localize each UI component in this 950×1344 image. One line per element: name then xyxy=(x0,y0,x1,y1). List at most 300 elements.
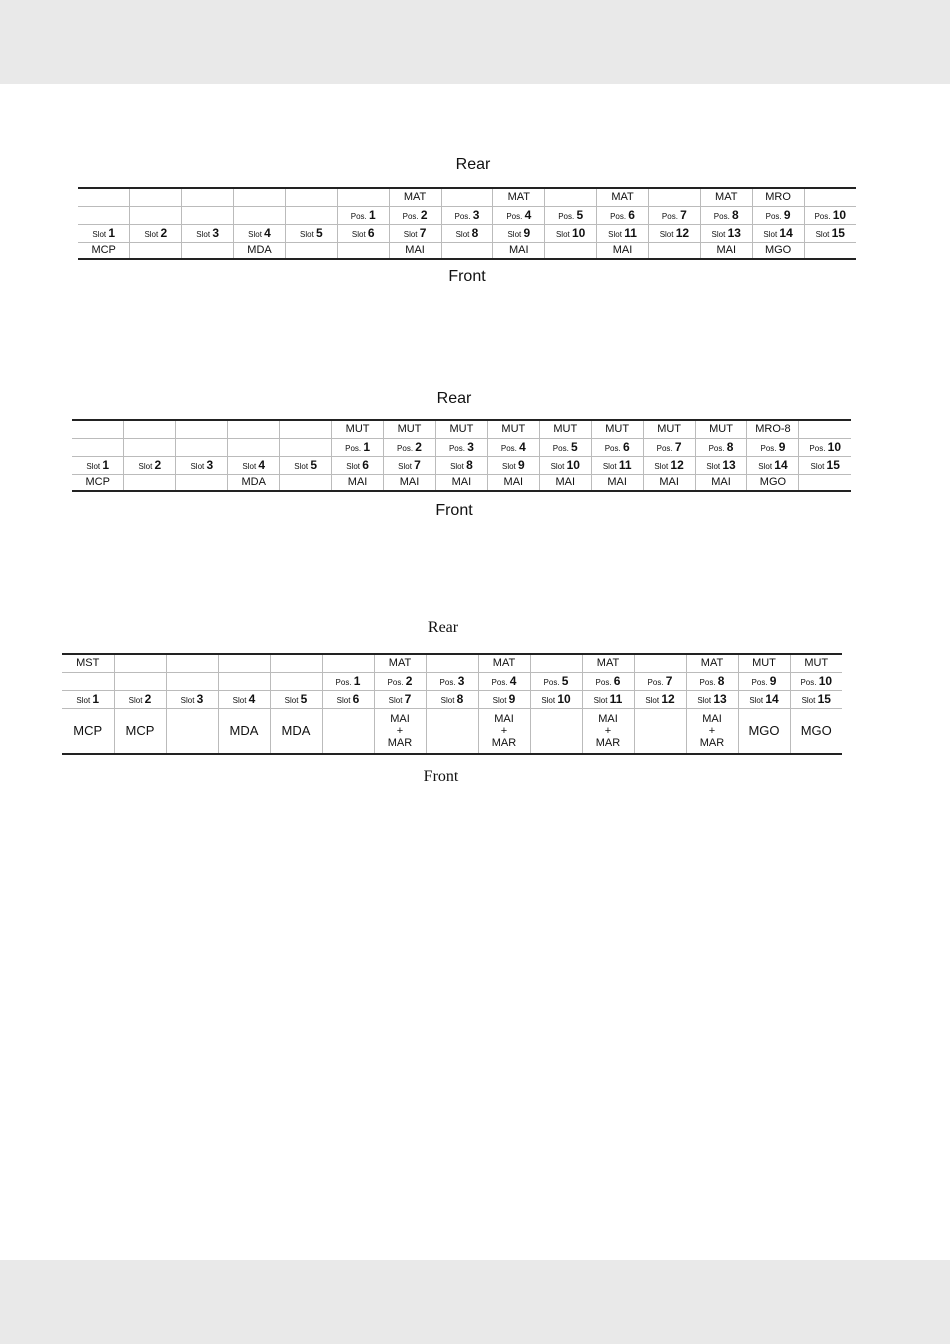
position-cell xyxy=(124,438,176,456)
position-number: 10 xyxy=(818,674,833,688)
slot-number: 11 xyxy=(624,226,637,240)
slot-cell xyxy=(182,224,234,242)
position-prefix: Pos. xyxy=(543,678,562,687)
slot-number: 7 xyxy=(419,226,427,240)
slot-prefix: Slot xyxy=(351,230,368,239)
slot-number: 1 xyxy=(102,458,110,472)
slot-number: 4 xyxy=(258,458,266,472)
front-label-1: Front xyxy=(448,268,486,285)
front-module-cell xyxy=(322,708,374,754)
slot-number: 2 xyxy=(144,692,152,706)
rear-module-cell xyxy=(804,188,856,206)
slot-cell xyxy=(597,224,649,242)
front-module-cell: MAI xyxy=(539,474,591,491)
bottom-margin-band xyxy=(0,1260,950,1344)
slot-cell xyxy=(591,456,643,474)
front-module-cell: MAI xyxy=(643,474,695,491)
position-number: 7 xyxy=(674,440,682,454)
plus-sign: + xyxy=(708,724,716,737)
slot-cell xyxy=(804,224,856,242)
slot-cell xyxy=(493,224,545,242)
rear-module-cell xyxy=(426,654,478,672)
front-module-secondary: MAR xyxy=(595,736,621,749)
position-number: 10 xyxy=(827,440,841,454)
front-module-cell xyxy=(799,474,851,491)
rear-module-cell xyxy=(648,188,700,206)
front-module-secondary: MAR xyxy=(387,736,413,749)
position-number: 6 xyxy=(613,674,621,688)
position-prefix: Pos. xyxy=(809,444,828,453)
position-number: 4 xyxy=(509,674,517,688)
slot-prefix: Slot xyxy=(196,230,213,239)
slot-prefix: Slot xyxy=(645,696,662,705)
slot-number: 12 xyxy=(675,226,690,240)
front-module-cell: MCP xyxy=(62,708,114,754)
front-module-cell xyxy=(648,242,700,259)
position-row xyxy=(78,206,856,224)
slot-cell xyxy=(62,690,114,708)
front-module-cell: MGO xyxy=(752,242,804,259)
slot-number: 14 xyxy=(779,226,793,240)
position-number: 5 xyxy=(561,674,569,688)
position-cell xyxy=(530,672,582,690)
slot-prefix: Slot xyxy=(232,696,249,705)
rear-module-cell xyxy=(72,420,124,438)
slot-number: 2 xyxy=(160,226,168,240)
rear-module-cell: MUT xyxy=(332,420,384,438)
position-cell xyxy=(234,206,286,224)
slot-number: 13 xyxy=(727,226,741,240)
slot-cell xyxy=(634,690,686,708)
slot-number: 11 xyxy=(618,458,632,472)
slot-number: 15 xyxy=(817,692,831,706)
position-cell xyxy=(332,438,384,456)
slot-number: 5 xyxy=(310,458,317,472)
front-module-cell xyxy=(804,242,856,259)
slot-cell xyxy=(280,456,332,474)
position-prefix: Pos. xyxy=(350,212,369,221)
position-prefix: Pos. xyxy=(387,678,406,687)
position-prefix: Pos. xyxy=(713,212,733,221)
slot-number: 8 xyxy=(466,458,473,472)
slot-prefix: Slot xyxy=(659,230,676,239)
slot-cell xyxy=(530,690,582,708)
slot-row xyxy=(62,690,842,708)
position-number: 1 xyxy=(353,674,361,688)
position-number: 3 xyxy=(457,674,465,688)
front-module-cell: MAI xyxy=(384,474,436,491)
front-module-row xyxy=(62,708,842,754)
rear-module-cell xyxy=(799,420,851,438)
position-number: 5 xyxy=(576,208,584,222)
rear-module-cell: MRO-8 xyxy=(747,420,799,438)
slot-prefix: Slot xyxy=(92,230,109,239)
slot-prefix: Slot xyxy=(76,696,93,705)
front-module-cell: MAI xyxy=(435,474,487,491)
slot-number: 2 xyxy=(154,458,162,472)
slot-prefix: Slot xyxy=(507,230,524,239)
position-cell xyxy=(176,438,228,456)
plus-sign: + xyxy=(500,724,508,737)
rear-module-cell xyxy=(176,420,228,438)
rear-module-cell xyxy=(280,420,332,438)
slot-cell xyxy=(747,456,799,474)
slot-prefix: Slot xyxy=(248,230,265,239)
slot-prefix: Slot xyxy=(810,462,827,471)
slot-number: 5 xyxy=(316,226,323,240)
slot-number: 6 xyxy=(367,226,375,240)
position-cell xyxy=(78,206,130,224)
position-cell xyxy=(130,206,182,224)
position-cell xyxy=(285,206,337,224)
position-cell xyxy=(114,672,166,690)
front-module-cell: MDA xyxy=(270,708,322,754)
position-prefix: Pos. xyxy=(402,212,421,221)
slot-prefix: Slot xyxy=(336,696,353,705)
slot-prefix: Slot xyxy=(593,696,610,705)
slot-prefix: Slot xyxy=(654,462,671,471)
position-prefix: Pos. xyxy=(800,678,819,687)
slot-prefix: Slot xyxy=(388,696,405,705)
position-cell xyxy=(62,672,114,690)
position-cell xyxy=(166,672,218,690)
slot-cell xyxy=(478,690,530,708)
rear-module-row xyxy=(78,188,856,206)
position-cell xyxy=(374,672,426,690)
slot-cell xyxy=(643,456,695,474)
slot-number: 8 xyxy=(471,226,479,240)
position-cell xyxy=(539,438,591,456)
position-cell xyxy=(280,438,332,456)
slot-cell xyxy=(441,224,493,242)
rear-module-cell: MAT xyxy=(374,654,426,672)
slot-number: 4 xyxy=(248,692,256,706)
position-prefix: Pos. xyxy=(699,678,718,687)
front-module-cell: MAI xyxy=(487,474,539,491)
rear-label-2: Rear xyxy=(436,390,472,407)
slot-prefix: Slot xyxy=(501,462,518,471)
front-module-cell xyxy=(337,242,389,259)
slot-cell xyxy=(374,690,426,708)
rear-module-cell xyxy=(78,188,130,206)
position-cell xyxy=(389,206,441,224)
rear-module-cell xyxy=(530,654,582,672)
rack-table-1 xyxy=(78,187,856,260)
front-module-cell: MDA xyxy=(218,708,270,754)
position-cell xyxy=(435,438,487,456)
position-cell xyxy=(752,206,804,224)
front-module-cell: MAI xyxy=(700,242,752,259)
position-prefix: Pos. xyxy=(558,212,577,221)
position-prefix: Pos. xyxy=(765,212,784,221)
rear-module-row xyxy=(62,654,842,672)
rear-module-cell xyxy=(634,654,686,672)
front-module-cell: MAI xyxy=(493,242,545,259)
front-module-cell: MGO xyxy=(790,708,842,754)
rear-module-cell xyxy=(545,188,597,206)
slot-prefix: Slot xyxy=(555,230,572,239)
position-number: 6 xyxy=(628,208,635,222)
position-number: 1 xyxy=(369,208,376,222)
front-module-cell xyxy=(441,242,493,259)
slot-number: 10 xyxy=(557,692,571,706)
position-prefix: Pos. xyxy=(814,212,833,221)
slot-cell xyxy=(218,690,270,708)
slot-cell xyxy=(700,224,752,242)
front-module-cell: MGO xyxy=(747,474,799,491)
position-number: 3 xyxy=(472,208,480,222)
rear-module-cell: MAT xyxy=(700,188,752,206)
slot-number: 6 xyxy=(362,458,369,472)
position-cell xyxy=(686,672,738,690)
front-module-row xyxy=(72,474,851,491)
rear-module-cell: MAT xyxy=(389,188,441,206)
position-cell xyxy=(322,672,374,690)
position-prefix: Pos. xyxy=(454,212,473,221)
position-number: 8 xyxy=(726,440,734,454)
front-module-cell: MDA xyxy=(234,242,286,259)
slot-cell xyxy=(166,690,218,708)
slot-prefix: Slot xyxy=(758,462,775,471)
position-prefix: Pos. xyxy=(345,444,364,453)
slot-number: 6 xyxy=(352,692,360,706)
slot-number: 9 xyxy=(523,226,531,240)
front-module-cell xyxy=(166,708,218,754)
position-number: 2 xyxy=(415,440,422,454)
slot-cell xyxy=(790,690,842,708)
rear-module-cell: MUT xyxy=(643,420,695,438)
position-prefix: Pos. xyxy=(708,444,727,453)
slot-number: 3 xyxy=(212,226,219,240)
slot-cell xyxy=(695,456,747,474)
position-prefix: Pos. xyxy=(500,444,520,453)
rack-diagram-2 xyxy=(72,419,851,492)
position-cell xyxy=(582,672,634,690)
slot-number: 8 xyxy=(456,692,464,706)
slot-prefix: Slot xyxy=(440,696,457,705)
slot-prefix: Slot xyxy=(346,462,363,471)
front-module-cell: MCP xyxy=(72,474,124,491)
position-cell xyxy=(337,206,389,224)
slot-number: 10 xyxy=(571,226,586,240)
front-module-cell: MAI xyxy=(597,242,649,259)
plus-sign: + xyxy=(604,724,612,737)
position-cell xyxy=(790,672,842,690)
slot-prefix: Slot xyxy=(86,462,103,471)
slot-cell xyxy=(130,224,182,242)
position-cell xyxy=(384,438,436,456)
rear-module-cell xyxy=(182,188,234,206)
rear-module-cell xyxy=(322,654,374,672)
rear-module-cell: MST xyxy=(62,654,114,672)
slot-number: 11 xyxy=(609,692,623,706)
front-module-cell xyxy=(285,242,337,259)
slot-number: 14 xyxy=(774,458,788,472)
rear-module-row xyxy=(72,420,851,438)
position-prefix: Pos. xyxy=(760,444,779,453)
slot-number: 12 xyxy=(661,692,675,706)
rear-module-cell: MUT xyxy=(384,420,436,438)
slot-prefix: Slot xyxy=(300,230,317,239)
front-module-primary: MAI xyxy=(598,712,618,725)
slot-cell xyxy=(435,456,487,474)
slot-prefix: Slot xyxy=(711,230,728,239)
slot-number: 9 xyxy=(508,692,516,706)
slot-prefix: Slot xyxy=(180,696,197,705)
position-number: 1 xyxy=(363,440,371,454)
position-cell xyxy=(643,438,695,456)
position-cell xyxy=(634,672,686,690)
position-cell xyxy=(182,206,234,224)
rear-label-1: Rear xyxy=(455,156,491,173)
rear-module-cell: MAT xyxy=(582,654,634,672)
front-module-cell: MAI xyxy=(695,474,747,491)
slot-cell xyxy=(176,456,228,474)
position-prefix: Pos. xyxy=(604,444,623,453)
slot-cell xyxy=(114,690,166,708)
front-module-cell: MAI xyxy=(591,474,643,491)
slot-prefix: Slot xyxy=(697,696,714,705)
slot-number: 1 xyxy=(108,226,116,240)
slot-number: 7 xyxy=(414,458,421,472)
front-module-secondary: MAR xyxy=(491,736,517,749)
slot-cell xyxy=(337,224,389,242)
slot-cell xyxy=(384,456,436,474)
slot-number: 3 xyxy=(206,458,214,472)
position-row xyxy=(72,438,851,456)
slot-cell xyxy=(648,224,700,242)
position-prefix: Pos. xyxy=(448,444,468,453)
slot-cell xyxy=(228,456,280,474)
rear-module-cell: MUT xyxy=(738,654,790,672)
slot-prefix: Slot xyxy=(608,230,625,239)
slot-prefix: Slot xyxy=(128,696,145,705)
slot-cell xyxy=(322,690,374,708)
rear-module-cell: MUT xyxy=(591,420,643,438)
position-number: 9 xyxy=(778,440,786,454)
slot-number: 15 xyxy=(826,458,840,472)
slot-cell xyxy=(686,690,738,708)
slot-cell xyxy=(270,690,322,708)
position-cell xyxy=(228,438,280,456)
front-module-cell xyxy=(124,474,176,491)
front-module-primary: MAI xyxy=(390,712,410,725)
rear-module-cell xyxy=(285,188,337,206)
slot-number: 3 xyxy=(196,692,204,706)
slot-prefix: Slot xyxy=(763,230,780,239)
slot-prefix: Slot xyxy=(749,696,766,705)
slot-cell xyxy=(72,456,124,474)
rear-module-cell xyxy=(124,420,176,438)
position-number: 4 xyxy=(519,440,526,454)
slot-prefix: Slot xyxy=(403,230,420,239)
position-cell xyxy=(648,206,700,224)
slot-cell xyxy=(487,456,539,474)
slot-cell xyxy=(78,224,130,242)
position-prefix: Pos. xyxy=(491,678,510,687)
rack-table-3 xyxy=(62,653,842,755)
rear-module-cell: MUT xyxy=(695,420,747,438)
position-cell xyxy=(799,438,851,456)
position-number: 2 xyxy=(420,208,428,222)
front-module-cell xyxy=(634,708,686,754)
slot-cell xyxy=(539,456,591,474)
front-module-cell xyxy=(374,708,426,754)
position-prefix: Pos. xyxy=(595,678,614,687)
position-number: 7 xyxy=(665,674,673,688)
rack-diagram-3 xyxy=(62,653,842,755)
slot-prefix: Slot xyxy=(706,462,723,471)
position-cell xyxy=(747,438,799,456)
position-row xyxy=(62,672,842,690)
slot-prefix: Slot xyxy=(801,696,818,705)
position-prefix: Pos. xyxy=(661,212,681,221)
slot-prefix: Slot xyxy=(492,696,509,705)
top-margin-band xyxy=(0,0,950,84)
position-cell xyxy=(72,438,124,456)
position-number: 2 xyxy=(405,674,413,688)
slot-number: 9 xyxy=(518,458,525,472)
front-label-3: Front xyxy=(423,768,459,785)
slot-number: 13 xyxy=(722,458,736,472)
position-cell xyxy=(218,672,270,690)
slot-prefix: Slot xyxy=(294,462,311,471)
rear-module-cell: MUT xyxy=(790,654,842,672)
position-cell xyxy=(700,206,752,224)
front-module-cell xyxy=(686,708,738,754)
slot-prefix: Slot xyxy=(602,462,619,471)
position-number: 3 xyxy=(467,440,474,454)
slot-prefix: Slot xyxy=(138,462,155,471)
position-prefix: Pos. xyxy=(397,444,416,453)
slot-cell xyxy=(545,224,597,242)
rear-module-cell xyxy=(337,188,389,206)
slot-prefix: Slot xyxy=(455,230,472,239)
slot-cell xyxy=(389,224,441,242)
position-prefix: Pos. xyxy=(335,678,354,687)
slot-prefix: Slot xyxy=(550,462,567,471)
front-module-cell xyxy=(426,708,478,754)
position-prefix: Pos. xyxy=(751,678,770,687)
front-module-cell xyxy=(280,474,332,491)
rear-module-cell xyxy=(441,188,493,206)
slot-cell xyxy=(752,224,804,242)
plus-sign: + xyxy=(396,724,404,737)
slot-prefix: Slot xyxy=(144,230,161,239)
position-number: 5 xyxy=(571,440,578,454)
rear-module-cell: MAT xyxy=(686,654,738,672)
slot-number: 10 xyxy=(566,458,580,472)
slot-cell xyxy=(332,456,384,474)
front-module-cell xyxy=(478,708,530,754)
slot-number: 1 xyxy=(92,692,100,706)
slot-prefix: Slot xyxy=(815,230,832,239)
rear-module-cell: MRO xyxy=(752,188,804,206)
slot-cell xyxy=(738,690,790,708)
position-cell xyxy=(493,206,545,224)
front-module-cell: MDA xyxy=(228,474,280,491)
position-cell xyxy=(695,438,747,456)
position-cell xyxy=(270,672,322,690)
front-module-cell: MAI xyxy=(332,474,384,491)
rear-module-cell xyxy=(166,654,218,672)
rear-module-cell xyxy=(130,188,182,206)
rear-module-cell: MAT xyxy=(478,654,530,672)
slot-prefix: Slot xyxy=(284,696,301,705)
position-number: 4 xyxy=(524,208,532,222)
rear-module-cell: MUT xyxy=(435,420,487,438)
position-cell xyxy=(804,206,856,224)
